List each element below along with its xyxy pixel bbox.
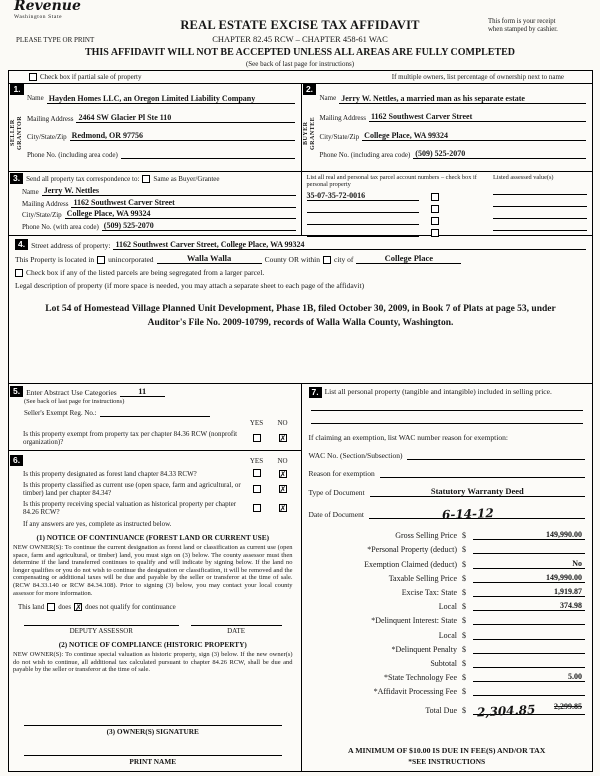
section-3 <box>9 172 592 236</box>
section-6 <box>9 451 301 771</box>
form-header <box>0 0 600 70</box>
top-row <box>9 71 592 84</box>
abstract-use-label: Enter Abstract Use Categories <box>26 388 117 397</box>
buyer-csz-label: City/State/Zip <box>319 132 360 141</box>
page-title: REAL ESTATE EXCISE TAX AFFIDAVIT <box>180 18 420 32</box>
delinquent-interest-state-label: *Delinquent Interest: State <box>371 616 457 626</box>
form-body <box>8 70 593 772</box>
notice-continuance-title: (1) NOTICE OF CONTINUANCE (FOREST LAND OR CURRENT USE) <box>36 533 270 542</box>
does-label: does <box>58 603 72 612</box>
multiple-owners-label: If multiple owners, list percentage of ownership next to name <box>391 73 564 81</box>
parcel-number-field-2[interactable] <box>307 204 419 213</box>
seller-mailing-label: Mailing Address <box>27 114 74 123</box>
owner-signature-field[interactable] <box>24 713 282 726</box>
parcel-numbers-header: List all real and personal tax parcel account numbers – check box if personal property <box>306 174 477 189</box>
same-as-buyer-checkbox[interactable] <box>142 175 150 183</box>
dollar-sign: $ <box>462 706 466 716</box>
receipt-note <box>488 18 588 34</box>
current-use-yes-checkbox[interactable] <box>253 485 261 493</box>
notice-compliance-title: (2) NOTICE OF COMPLIANCE (HISTORIC PROPERTY) <box>58 640 247 650</box>
delinquent-interest-state-field[interactable] <box>473 615 585 625</box>
seller-side-band <box>9 84 25 171</box>
section-4 <box>9 236 592 384</box>
section-1-number: 1. <box>10 84 23 95</box>
exempt-reg-field[interactable] <box>100 409 210 417</box>
seller-name-label: Name <box>27 93 44 102</box>
lower-columns <box>9 384 592 771</box>
state-technology-fee-label: *State Technology Fee <box>383 673 457 683</box>
unincorporated-label: unincorporated <box>108 255 154 264</box>
exemption-reason-field[interactable] <box>380 468 585 478</box>
seller-csz-label: City/State/Zip <box>27 133 67 142</box>
section6-yes-header: YES <box>249 456 264 465</box>
parcel-1-personal-checkbox[interactable] <box>431 193 439 201</box>
gross-selling-price-label: Gross Selling Price <box>395 531 457 541</box>
parcel-number-field-3[interactable] <box>307 216 419 225</box>
historic-no-checkbox[interactable]: ✗ <box>279 504 287 513</box>
send-correspondence-label: Send all property tax correspondence to: <box>26 174 140 183</box>
section5-no-header: NO <box>277 419 288 427</box>
assessed-value-field-2[interactable] <box>493 197 587 207</box>
seller-mailing-field[interactable]: 2464 SW Glacier Pl Ste 110 <box>76 113 294 123</box>
wac-number-field[interactable] <box>407 450 585 460</box>
forest-yes-checkbox[interactable] <box>253 469 261 477</box>
assessed-values-header: Listed assessed value(s) <box>493 174 554 181</box>
buyer-mailing-field[interactable]: 1162 Southwest Carver Street <box>369 112 586 122</box>
document-date-handwritten: 6-14-12 <box>442 506 495 522</box>
dollar-sign: $ <box>462 644 466 654</box>
total-due-handwritten: 2,304.85 <box>476 702 536 720</box>
seller-vertical-label: SELLER <box>10 119 16 147</box>
fee-row-total-due <box>309 702 586 720</box>
correspondence-mailing-field[interactable]: 1162 Southwest Carver Street <box>71 198 295 208</box>
dollar-sign: $ <box>462 602 466 612</box>
fee-row-exemption <box>309 559 586 569</box>
fee-row-processing-fee <box>309 686 586 696</box>
buyer-section <box>301 84 593 171</box>
document-type-field[interactable]: Statutory Warranty Deed <box>370 486 585 497</box>
affidavit-processing-fee-label: *Affidavit Processing Fee <box>373 687 457 697</box>
personal-property-field-2[interactable] <box>311 411 584 424</box>
forest-no-checkbox[interactable]: ✗ <box>279 469 287 479</box>
buyer-vertical-label: BUYER <box>302 121 309 145</box>
logo-script-text: Revenue <box>14 0 81 14</box>
personal-property-deduct-label: *Personal Property (deduct) <box>367 545 457 555</box>
section-2-number: 2. <box>303 84 316 95</box>
legal-description-label: Legal description of property (if more space is needed, you may attach a separate sheet to each page of the affidavit) <box>15 281 365 290</box>
assessed-value-field-1[interactable] <box>493 185 587 195</box>
excise-state-label: Excise Tax: State <box>401 587 457 597</box>
segregated-checkbox[interactable] <box>15 269 23 277</box>
total-due-field[interactable] <box>473 702 585 720</box>
buyer-phone-label: Phone No. (including area code) <box>319 151 411 160</box>
seller-phone-field[interactable] <box>121 150 295 159</box>
left-column <box>9 384 301 771</box>
section6-no-header: NO <box>277 456 288 465</box>
seller-phone-label: Phone No. (including area code) <box>27 151 118 160</box>
land-does-checkbox[interactable] <box>47 603 55 611</box>
chapter-subtitle: CHAPTER 82.45 RCW – CHAPTER 458-61 WAC <box>212 34 388 44</box>
parcel-row-3 <box>307 216 490 225</box>
receipt-note-line2: when stamped by cashier. <box>488 26 558 33</box>
section-5 <box>9 384 301 451</box>
exemption-claim-note: If claiming an exemption, list WAC number reason for exemption: <box>308 433 508 442</box>
wac-number-label: WAC No. (Section/Subsection) <box>308 451 403 460</box>
segregated-label: Check box if any of the listed parcels are being segregated from a larger parcel. <box>26 268 265 277</box>
seller-csz-field[interactable]: Redmond, OR 97756 <box>70 131 295 141</box>
street-address-field[interactable]: 1162 Southwest Carver Street, College Place, WA 99324 <box>113 240 586 250</box>
buyer-name-label: Name <box>319 93 337 102</box>
taxable-selling-price-field[interactable]: 149,990.00 <box>473 573 585 583</box>
parcel-row-2 <box>307 204 490 213</box>
gross-selling-price-field[interactable]: 149,990.00 <box>473 530 585 540</box>
dollar-sign: $ <box>462 573 466 583</box>
minimum-due-note: A MINIMUM OF $10.00 IS DUE IN FEE(S) AND/OR TAX <box>348 746 546 755</box>
abstract-use-subnote: (See back of last page for instructions) <box>24 398 125 405</box>
see-instructions-note: *SEE INSTRUCTIONS <box>408 757 486 766</box>
located-in-label: This Property is located in <box>15 255 95 264</box>
land-does-not-checkbox[interactable]: ✗ <box>75 603 82 613</box>
partial-sale-label: Check box if partial sale of property <box>40 73 142 81</box>
abstract-use-field[interactable]: 11 <box>120 387 165 397</box>
buyer-name-field[interactable]: Jerry W. Nettles, a married man as his separate estate <box>339 94 586 104</box>
if-yes-note: If any answers are yes, complete as instructed below. <box>23 520 172 528</box>
seller-name-field[interactable]: Hayden Homes LLC, an Oregon Limited Liability Company <box>47 94 295 104</box>
revenue-logo <box>14 0 81 20</box>
section5-yes-header: YES <box>249 419 264 427</box>
exemption-claimed-label: Exemption Claimed (deduct) <box>364 559 457 569</box>
historic-question: Is this property receiving special valuation as historical property per chapter 84.26 RCW? <box>23 500 237 516</box>
fee-row-delinquent-interest-local <box>309 630 586 640</box>
correspondence-mailing-label: Mailing Address <box>22 199 69 208</box>
print-name-field[interactable] <box>24 736 282 756</box>
dollar-sign: $ <box>462 616 466 626</box>
current-use-question: Is this property classified as current use (open space, farm and agricultural, or timber) land per chapter 84.34? <box>23 481 241 497</box>
type-or-print-note: PLEASE TYPE OR PRINT <box>16 36 95 44</box>
correspondence-name-field[interactable]: Jerry W. Nettles <box>42 186 296 196</box>
correspondence-phone-label: Phone No. (with area code) <box>22 222 99 231</box>
fee-row-delinquent-interest-state <box>309 615 586 625</box>
notice-continuance-body: NEW OWNER(S): To continue the current designation as forest land or classification as current use (open space, farm and agricultural, or timber) land, you must sign on (3) below. The county assessor must then determine if the land transferred continues to qualify and will indicate by signing below. If the land no longer qualifies or you do not wish to continue the designation or classification, it will be removed and the compensating or additional taxes will be due and payable by the seller or transferor at the time of sale. (RCW 84.33.140 or RCW 84.34.108). Prior to signing (3) below, you may contact your local county assessor for more information. <box>13 544 293 597</box>
section-7-number: 7. <box>309 387 322 398</box>
grantee-vertical-label: GRANTEE <box>309 116 316 150</box>
fee-table <box>309 526 586 720</box>
taxable-selling-price-label: Taxable Selling Price <box>388 573 457 583</box>
dollar-sign: $ <box>462 687 466 697</box>
exempt-question-label: Is this property exempt from property tax per chapter 84.36 RCW (nonprofit organization)? <box>23 430 238 446</box>
delinquent-penalty-field[interactable] <box>473 644 585 654</box>
legal-description-text: Lot 54 of Homestead Village Planned Unit Development, Phase 1B, filed October 30, 2009, in Book 7 of Plats at page 53, under Auditor's File No. 2009-10799, records of Walla Walla County, Washington. <box>45 304 556 328</box>
parcel-2-personal-checkbox[interactable] <box>431 205 439 213</box>
city-checkbox[interactable] <box>323 256 331 264</box>
parcel-3-personal-checkbox[interactable] <box>431 217 439 225</box>
receipt-note-line1: This form is your receipt <box>488 18 556 25</box>
dollar-sign: $ <box>462 630 466 640</box>
buyer-csz-field[interactable]: College Place, WA 99324 <box>362 131 586 141</box>
county-or-within-label: County OR within <box>264 255 320 264</box>
acceptance-warning: THIS AFFIDAVIT WILL NOT BE ACCEPTED UNLESS ALL AREAS ARE FULLY COMPLETED <box>84 47 516 58</box>
city-of-label: city of <box>334 255 354 264</box>
owner-signature-label: (3) OWNER(S) SIGNATURE <box>106 727 199 736</box>
this-land-label: This land <box>18 603 45 612</box>
subtotal-label: Subtotal <box>430 658 457 668</box>
dollar-sign: $ <box>462 587 466 597</box>
partial-sale-checkbox[interactable] <box>29 73 37 81</box>
section-3-number: 3. <box>10 173 23 184</box>
document-date-field[interactable] <box>369 505 585 522</box>
buyer-phone-field[interactable]: (509) 525-2070 <box>413 149 586 159</box>
dollar-sign: $ <box>462 531 466 541</box>
fee-row-gross <box>309 530 586 540</box>
dollar-sign: $ <box>462 559 466 569</box>
document-date-label: Date of Document <box>308 510 364 519</box>
document-type-label: Type of Document <box>308 488 365 497</box>
deputy-date-field[interactable]: DATE <box>191 625 282 635</box>
street-address-label: Street address of property: <box>31 241 111 250</box>
section-4-number: 4. <box>15 239 28 250</box>
dollar-sign: $ <box>462 545 466 555</box>
correspondence-phone-field[interactable]: (509) 525-2070 <box>102 221 296 231</box>
exempt-yes-checkbox[interactable] <box>253 434 261 442</box>
forest-land-question: Is this property designated as forest land chapter 84.33 RCW? <box>23 469 197 478</box>
delinquent-interest-local-label: Local <box>438 630 457 640</box>
current-use-no-checkbox[interactable]: ✗ <box>279 485 287 494</box>
seller-section <box>9 84 301 171</box>
affidavit-processing-fee-field[interactable] <box>473 686 585 696</box>
parcel-row-1 <box>307 191 490 201</box>
parcel-number-field-1[interactable]: 35-07-35-72-0016 <box>307 191 419 201</box>
personal-property-deduct-field[interactable] <box>473 544 585 554</box>
warning-subnote: (See back of last page for instructions) <box>245 60 355 68</box>
fee-row-delinquent-penalty <box>309 644 586 654</box>
personal-property-label: List all personal property (tangible and intangible) included in selling price. <box>324 387 552 396</box>
delinquent-interest-local-field[interactable] <box>473 630 585 640</box>
correspondence-csz-field[interactable]: College Place, WA 99324 <box>65 209 296 219</box>
exemption-reason-label: Reason for exemption <box>308 469 375 478</box>
assessed-value-field-3[interactable] <box>493 209 587 219</box>
dollar-sign: $ <box>462 673 466 683</box>
dollar-sign: $ <box>462 658 466 668</box>
does-not-label: does not qualify for continuance <box>85 603 176 612</box>
deputy-assessor-signature[interactable]: DEPUTY ASSESSOR <box>24 625 179 635</box>
signature-area <box>10 713 296 766</box>
fee-row-taxable <box>309 573 586 583</box>
city-name-field[interactable]: College Place <box>356 254 461 264</box>
section-6-number: 6. <box>10 455 23 466</box>
excise-local-field[interactable]: 374.98 <box>473 601 585 611</box>
excise-state-field[interactable]: 1,919.87 <box>473 587 585 597</box>
fee-row-excise-state <box>309 587 586 597</box>
total-due-struck-value: 2,299.85 <box>554 702 582 712</box>
correspondence-name-label: Name <box>22 188 39 197</box>
unincorporated-checkbox[interactable] <box>97 256 105 264</box>
excise-local-label: Local <box>438 602 457 612</box>
exempt-no-checkbox[interactable]: ✗ <box>279 434 287 443</box>
personal-property-field-1[interactable] <box>311 398 584 411</box>
exempt-reg-label: Seller's Exempt Reg. No.: <box>24 409 97 417</box>
notice-compliance-body: NEW OWNER(S): To continue special valuation as historic property, sign (3) below. If the new owner(s) do not wish to continue, all additional tax calculated pursuant to chapter 84.26 RCW, shall be due and payable by the seller or transferor at the time of sale. <box>13 651 293 674</box>
buyer-side-band <box>302 84 318 171</box>
delinquent-penalty-label: *Delinquent Penalty <box>391 644 457 654</box>
grantor-vertical-label: GRANTOR <box>17 115 23 151</box>
county-name-field[interactable]: Walla Walla <box>157 254 262 264</box>
fee-row-technology-fee <box>309 672 586 682</box>
assessed-value-field-4[interactable] <box>493 221 587 231</box>
correspondence-csz-label: City/State/Zip <box>22 211 62 220</box>
fee-row-excise-local <box>309 601 586 611</box>
print-name-label: PRINT NAME <box>129 757 177 766</box>
same-as-buyer-label: Same as Buyer/Grantee <box>153 174 220 183</box>
section-5-number: 5. <box>10 386 23 397</box>
exemption-claimed-field[interactable]: No <box>473 559 585 569</box>
section-7 <box>301 384 593 771</box>
parties-row <box>9 84 592 172</box>
fee-row-personal-property <box>309 544 586 554</box>
historic-yes-checkbox[interactable] <box>253 504 261 512</box>
logo-sub-text: Washington State <box>14 14 63 20</box>
subtotal-field[interactable] <box>473 658 585 668</box>
total-due-label: Total Due <box>425 706 457 716</box>
buyer-mailing-label: Mailing Address <box>319 114 366 123</box>
fee-row-subtotal <box>309 658 586 668</box>
state-technology-fee-field[interactable]: 5.00 <box>473 672 585 682</box>
